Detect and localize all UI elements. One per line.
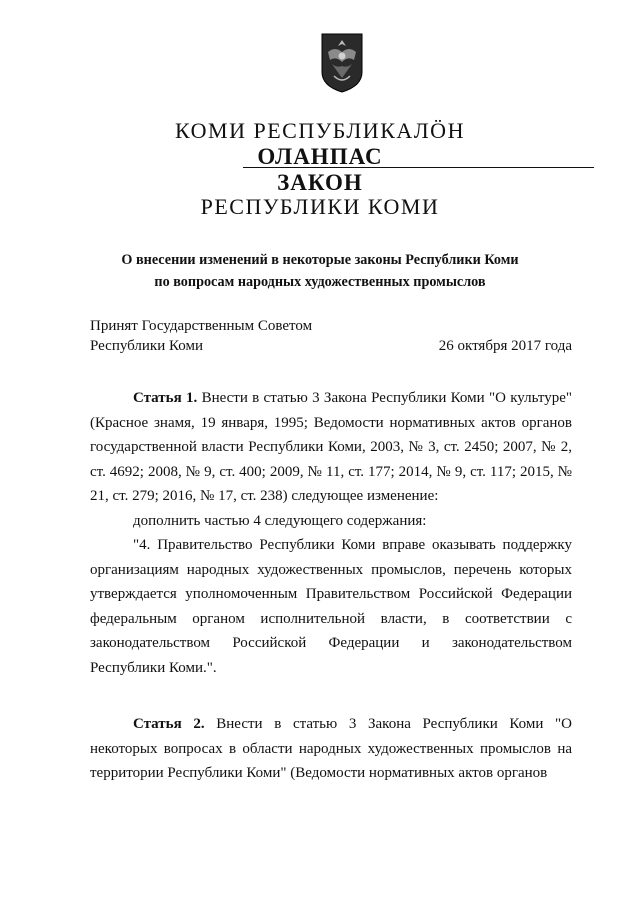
coat-of-arms-emblem xyxy=(320,32,364,94)
law-title xyxy=(0,249,640,293)
article-1-paragraph-1 xyxy=(90,386,572,509)
header-komi-republic: КОМИ РЕСПУБЛИКАЛÖН xyxy=(175,118,465,143)
law-title-line-2: по вопросам народных художественных промыслов xyxy=(154,274,486,290)
article-2 xyxy=(90,712,572,786)
adoption-statement xyxy=(90,316,312,356)
article-1 xyxy=(90,386,572,680)
header-komi-republic-ru: РЕСПУБЛИКИ КОМИ xyxy=(200,194,440,219)
article-1-text: Внести в статью 3 Закона Республики Коми "О культуре" (Красное знамя, 19 января, 1995; Ведомости нормативных актов органов государственной власти Республики Коми, 2003, № 3, ст. 2450; 2007, № 2, ст. 4692; 2008, № 9, ст. 400; 2009, № 11, ст. 177; 2014, № 9, ст. 117; 2015, № 21, ст. 279; 2016, № 17, ст. 238) следующее изменение: xyxy=(90,390,573,504)
adoption-date: 26 октября 2017 года xyxy=(438,338,572,354)
article-2-paragraph-1 xyxy=(90,712,572,786)
law-title-line-1: О внесении изменений в некоторые законы Республики Коми xyxy=(121,252,519,268)
header-divider xyxy=(243,167,594,168)
article-1-paragraph-2: дополнить частью 4 следующего содержания: xyxy=(133,512,427,529)
header-olanpas: ОЛАНПАС xyxy=(257,144,383,169)
article-1-label: Статья 1. xyxy=(133,390,198,406)
adoption-line-1: Принят Государственным Советом xyxy=(90,318,313,334)
adoption-line-2: Республики Коми xyxy=(90,338,203,354)
header-law: ЗАКОН xyxy=(277,170,363,195)
article-2-label: Статья 2. xyxy=(133,716,205,732)
article-2-text: Внести в статью 3 Закона Республики Коми "О некоторых вопросах в области народных художественных промыслов на территории Республики Коми" (Ведомости нормативных актов органов xyxy=(90,716,573,781)
article-1-paragraph-3: "4. Правительство Республики Коми вправе оказывать поддержку организациям народных художественных промыслов, перечень которых утверждается уполномоченным Правительством Российской Федерации федеральным органом исполнительной власти, в соответствии с законодательством Российской Федерации и законодательством Республики Коми.". xyxy=(90,537,572,676)
